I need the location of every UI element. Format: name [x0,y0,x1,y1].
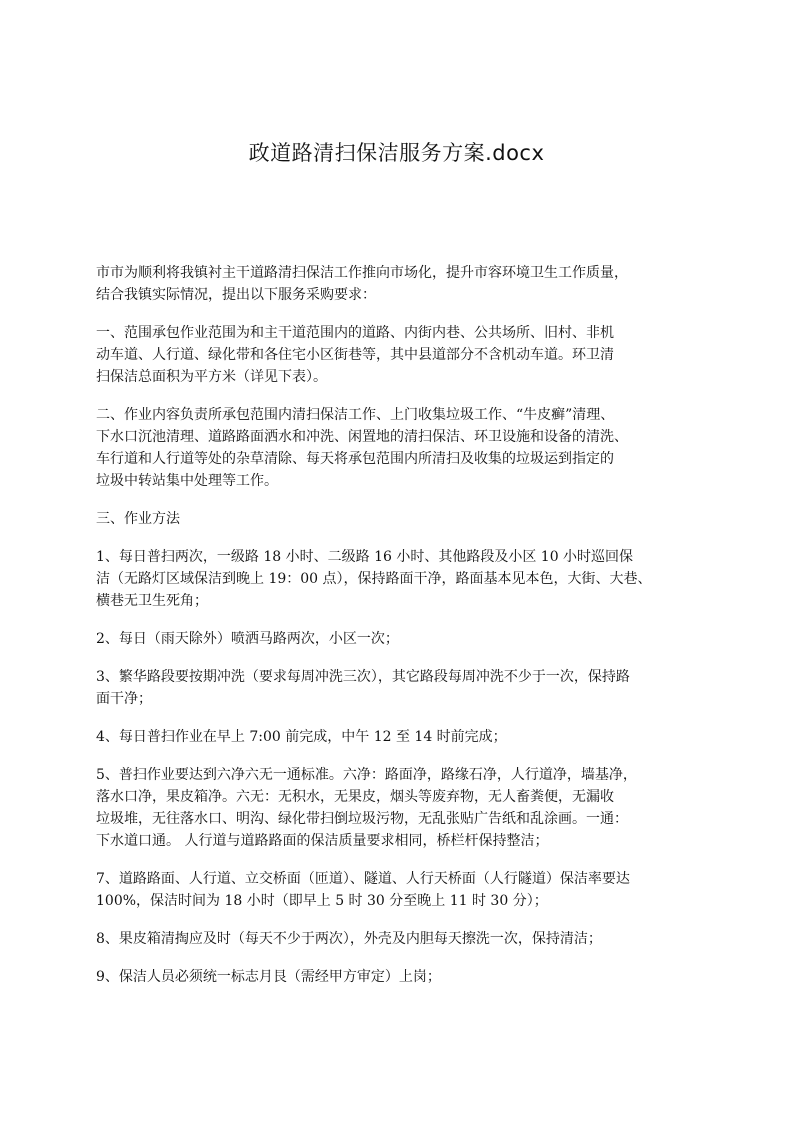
list-item-9: 9、保洁人员必须统一标志月艮（需经甲方审定）上岗； [96,969,441,985]
list-item-5: 5、普扫作业要达到六净六无一通标准。六净：路面净，路缘石净，人行道净，墙基净， 落水口净，果皮箱净。六无：无积水，无果皮，烟头等废弃物，无人畜粪便，无漏收 垃圾堆，无往落水口、明沟、绿化带扫倒垃圾污物，无乱张贴广告纸和乱涂画。一通： 下水道口通。 人行道与道路路面的保洁质量要求相同，桥栏杆保持整洁； [96,767,637,849]
paragraph-intro: 市市为顺利将我镇衬主干道路清扫保洁工作推向市场化，提升市容环境卫生工作质量， 结合我镇实际情况，提出以下服务采购要求： [96,265,628,303]
list-item-8: 8、果皮箱清掏应及时（每天不少于两次），外壳及内胆每天擦洗一次，保持清洁； [96,931,602,947]
paragraph-scope: 一、范围承包作业范围为和主干道范围内的道路、内街内巷、公共场所、旧村、非机 动车道、人行道、绿化带和各住宅小区街巷等，其中县道部分不含机动车道。环卫清 扫保洁总面积为平方米（详见下表）。 [96,325,614,385]
list-item-3: 3、繁华路段要按期冲洗（要求每周冲洗三次），其它路段每周冲洗不少于一次，保持路 面干净； [96,669,630,707]
list-item-4: 4、每日普扫作业在早上 7:00 前完成，中午 12 至 14 时前完成； [96,729,507,745]
list-item-1: 1、每日普扫两次，一级路 18 小时、二级路 16 小时、其他路段及小区 10 小时巡回保 洁（无路灯区域保洁到晚上 19：00 点），保持路面干净，路面基本见本色，大街、大巷、 横巷无卫生死角； [96,549,652,609]
document-body [96,262,718,1004]
paragraph-work-content: 二、作业内容负责所承包范围内清扫保洁工作、上门收集垃圾工作、“牛皮癣”清理、 下水口沉池清理、道路路面洒水和冲洗、闲置地的清扫保洁、环卫设施和设备的清洗、 车行道和人行道等处的杂草清除、每天将承包范围内所清扫及收集的垃圾运到指定的 垃圾中转站集中处理等工作。 [96,407,628,489]
document-title: 政道路清扫保洁服务方案.docx [248,141,545,165]
list-item-7: 7、道路路面、人行道、立交桥面（匝道）、隧道、人行天桥面（人行隧道）保洁率要达 100%，保洁时间为 18 小时（即早上 5 时 30 分至晚上 11 时 30 分）； [96,871,630,909]
section-heading-methods: 三、作业方法 [96,511,180,527]
list-item-2: 2、每日（雨天除外）喷洒马路两次，小区一次； [96,631,399,647]
